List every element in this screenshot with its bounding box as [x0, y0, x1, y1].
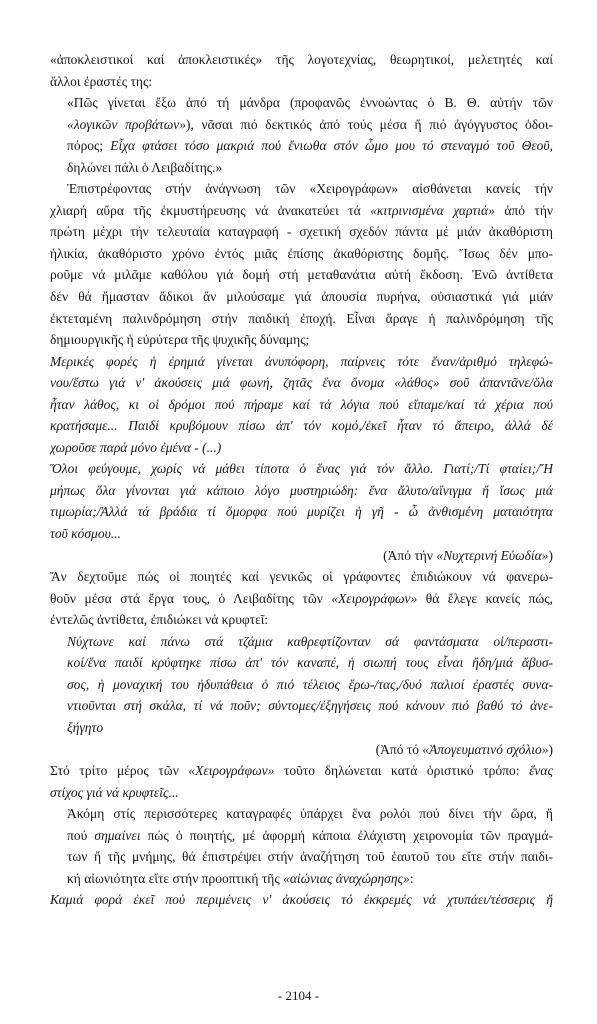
italic-text: «Νυχτερινή Εὐωδία» [436, 547, 549, 563]
paragraph-first-line: Ἐπιστρέφοντας στήν ἀνάγνωση τῶν «Χειρογράφων» αἰσθάνεται κανείς τήν [67, 181, 553, 197]
poem-line: Νύχτωνε καί πάνω στά τζάμια καθρεφτίζονταν σά φαντάσματα οἱ/περαστι- [67, 633, 553, 649]
line-text: ἀπό τήν [494, 202, 553, 218]
line-text: (Ἀπό τήν [383, 547, 437, 563]
text-line: δέν θά ἤμασταν ἄδικοι ἄν μιλούσαμε γιά ἀπουσία πυρήνα, οὐσιαστικά γιά μιάν [50, 289, 553, 305]
line-text: Στό τρίτο μέρος τῶν [50, 763, 189, 779]
line-text: θά ἔλεγε κανείς πώς, [417, 590, 553, 606]
poem-line: τοῦ κόσμου... [50, 526, 121, 542]
line-text: κή αἰωνιότητα εἴτε στήν προοπτική τῆς [67, 870, 284, 886]
text-line: ἡλικία, ἀκαθόριστο χρόνο ἐντός μιᾶς ἐπίσης ἀκαθόριστης δομῆς. Ἴσως δέν μπο- [50, 245, 553, 261]
quote-line [50, 135, 553, 157]
poem-line: μήπως ὅλα γίνονται γιά κάποιο λόγο μυστηριώδη: ἕνα ἄλυτο/αἴνιγμα ἤ ἴσως μιά [50, 482, 553, 498]
text-line: «ἀποκλειστικοί καί ἀποκλειστικές» τῆς λογοτεχνίας, θεωρητικοί, μελετητές καί [50, 52, 553, 67]
text-line: ροῦμε νά μιλᾶμε καθόλου γιά δομή στή μεταθανάτια αὐτή ἔκδοση. Ἐνῶ ἀντίθετα [50, 267, 553, 283]
text-line [50, 868, 553, 890]
poem-line: κρατήσαμε... Παιδί κρυβόμουν πίσω ἀπ' τόν κομό,/ἐκεῖ ἦταν τό ἄπειρο, ἀλλά δέ [50, 418, 553, 434]
text-line: στίχος γιά νά κρυφτεῖς... [50, 784, 179, 800]
poem-line: Ὅλοι φεύγουμε, χωρίς νά μάθει τίποτα ὁ ἕνας γιά τόν ἄλλο. Γιατί;/Τί φταίει;/Ἤ [50, 461, 553, 477]
text-line [50, 200, 553, 222]
line-text: χλιαρή αὔρα τῆς ἐκμυστήρευσης νά ἀνακατεύει τά [50, 202, 371, 218]
line-text: ) [548, 547, 553, 563]
line-text: πού [67, 827, 95, 843]
poem-line: τιμωρία;/Ἀλλά τά βράδια τί ὄμορφα πού μυρίζει ἡ γῆ - ὦ ἀνθισμένη ματαιότητα [50, 504, 553, 520]
poem-line: Μερικές φορές ἡ ἐρημιά γίνεται ἀνυπόφορη, παίρνεις τότε ἕναν/ἀριθμό τηλεφώ- [50, 353, 553, 369]
line-text: (Ἀπό τό [375, 741, 423, 757]
body-text [50, 49, 553, 911]
page-number: - 2104 - [277, 988, 320, 1003]
line-text: ) [548, 741, 553, 757]
line-text: τοῦτο δηλώνεται κατά ὁριστικό τρόπο: [274, 763, 530, 779]
line-text: ), νᾶσαι πιό δεκτικός ἀπό τούς μέσα ἤ πιό ἀγόγγυστος ὁδοι- [186, 116, 553, 132]
quote-line: δηλώνει πάλι ὁ Λειβαδίτης.» [67, 159, 223, 175]
text-line: δημιουργικῆς ἡ εὐρύτερα τῆς ψυχικῆς δύναμης; [50, 332, 310, 348]
italic-text: «κιτρινισμένα χαρτιά» [370, 202, 495, 218]
line-text: πώς ὁ ποιητής, μέ ἀφορμή κάποια ἐλάχιστη χειρονομία τῶν πραγμά- [140, 827, 553, 843]
poem-line: κοί/ἕνα παιδί κρύφτηκε πίσω ἀπ' τόν καναπέ, ἡ σιωπή τους εἶναι ἤδη/μιά ἄβυσ- [67, 655, 553, 671]
poem-line: ξήγητο [67, 719, 104, 735]
poem-line: νου/ἔστω γιά ν' ἀκούσεις μιά φωνή, ζητᾶς ἕνα ὄνομα «λάθος» σοῦ ἀπαντᾶνε/ὅλα [50, 375, 553, 391]
text-line: των ἤ τῆς μνήμης, θά ἐπιστρέψει στήν ἀναζήτηση τοῦ ἑαυτοῦ του εἴτε στήν παιδι- [67, 849, 553, 865]
poem-line: ἦταν λάθος, κι οἱ δρόμοι πού πήραμε καί τά λόγια πού εἴπαμε/καί τά χέρια πού [50, 396, 553, 412]
poem-line: σος, ἡ μοναχική του ἠδυπάθεια ὁ πιό τέλειος ἔρω-/τας,/δυό παλιοί ἐραστές συνα- [67, 676, 553, 692]
italic-text: «αἰώνιας ἀναχώρησης» [283, 870, 410, 886]
text-line: ἐκτεταμένη παλινδρόμηση στήν παιδική ἐποχή. Εἶναι ἄραγε ἡ παλινδρόμηση τῆς [50, 310, 553, 326]
text-line: ἄλλοι ἐραστές της: [50, 73, 153, 89]
italic-text: «Χειρογράφων» [331, 590, 418, 606]
italic-text: «λογικῶν προβάτων» [67, 116, 186, 132]
poem-line: χωροῦσε παρά μόνο ἐμένα - (...) [50, 439, 222, 455]
line-text: : [409, 870, 414, 886]
italic-text: ἕνας [529, 763, 553, 779]
text-line [50, 588, 553, 610]
line-text: πόρος; [67, 138, 111, 154]
text-line: πρώτη μέχρι τήν τελευταία καταγραφή - σχετική σχεδόν πάντα μέ μιάν ἀκαθόριστη [50, 224, 553, 240]
text-line: Ἄν δεχτοῦμε πώς οἱ ποιητές καί γενικῶς οἱ γράφοντες ἐπιδιώκουν νά φανερω- [50, 569, 553, 585]
line-text: θοῦν μέσα στά ἔργα τους, ὁ Λειβαδίτης τῶν [50, 590, 332, 606]
italic-text: «Χειρογράφων» [188, 763, 275, 779]
poem-line: Καμιά φορά ἐκεῖ πού περιμένεις ν' ἀκούσεις τό ἐκκρεμές νά χτυπάει/τέσσερις ἤ [50, 892, 553, 908]
quote-line: «Πῶς γίνεται ἔξω ἀπό τή μάνδρα (προφανῶς ἐννοώντας ὁ Β. Θ. αὐτήν τῶν [67, 95, 553, 111]
italic-text: Εἶχα φτάσει τόσο μακριά πού ἔνιωθα στόν ὦμο μου τό στεναγμό τοῦ Θεοῦ, [110, 138, 553, 154]
poem-line: ντιοῦνται στή σκάλα, τί νά ποῦν; σύντομες/ἐξηγήσεις πού κάνουν πιό βαθύ τό ἀνε- [67, 698, 553, 714]
quote-line [50, 114, 553, 136]
source-citation [50, 545, 553, 567]
text-line: ἐντελῶς ἀντίθετα, ἐπιδιώκει νά κρυφτεῖ: [50, 612, 269, 628]
italic-text: σημαίνει [94, 827, 141, 843]
text-line [50, 760, 553, 782]
text-line [50, 825, 553, 847]
source-citation [50, 739, 553, 761]
text-line: Ἀκόμη στίς περισσότερες καταγραφές ὑπάρχει ἕνα ρολόι πού δίνει τήν ὥρα, ἤ [67, 806, 553, 822]
italic-text: «Ἀπογευματινό σχόλιο» [422, 741, 549, 757]
